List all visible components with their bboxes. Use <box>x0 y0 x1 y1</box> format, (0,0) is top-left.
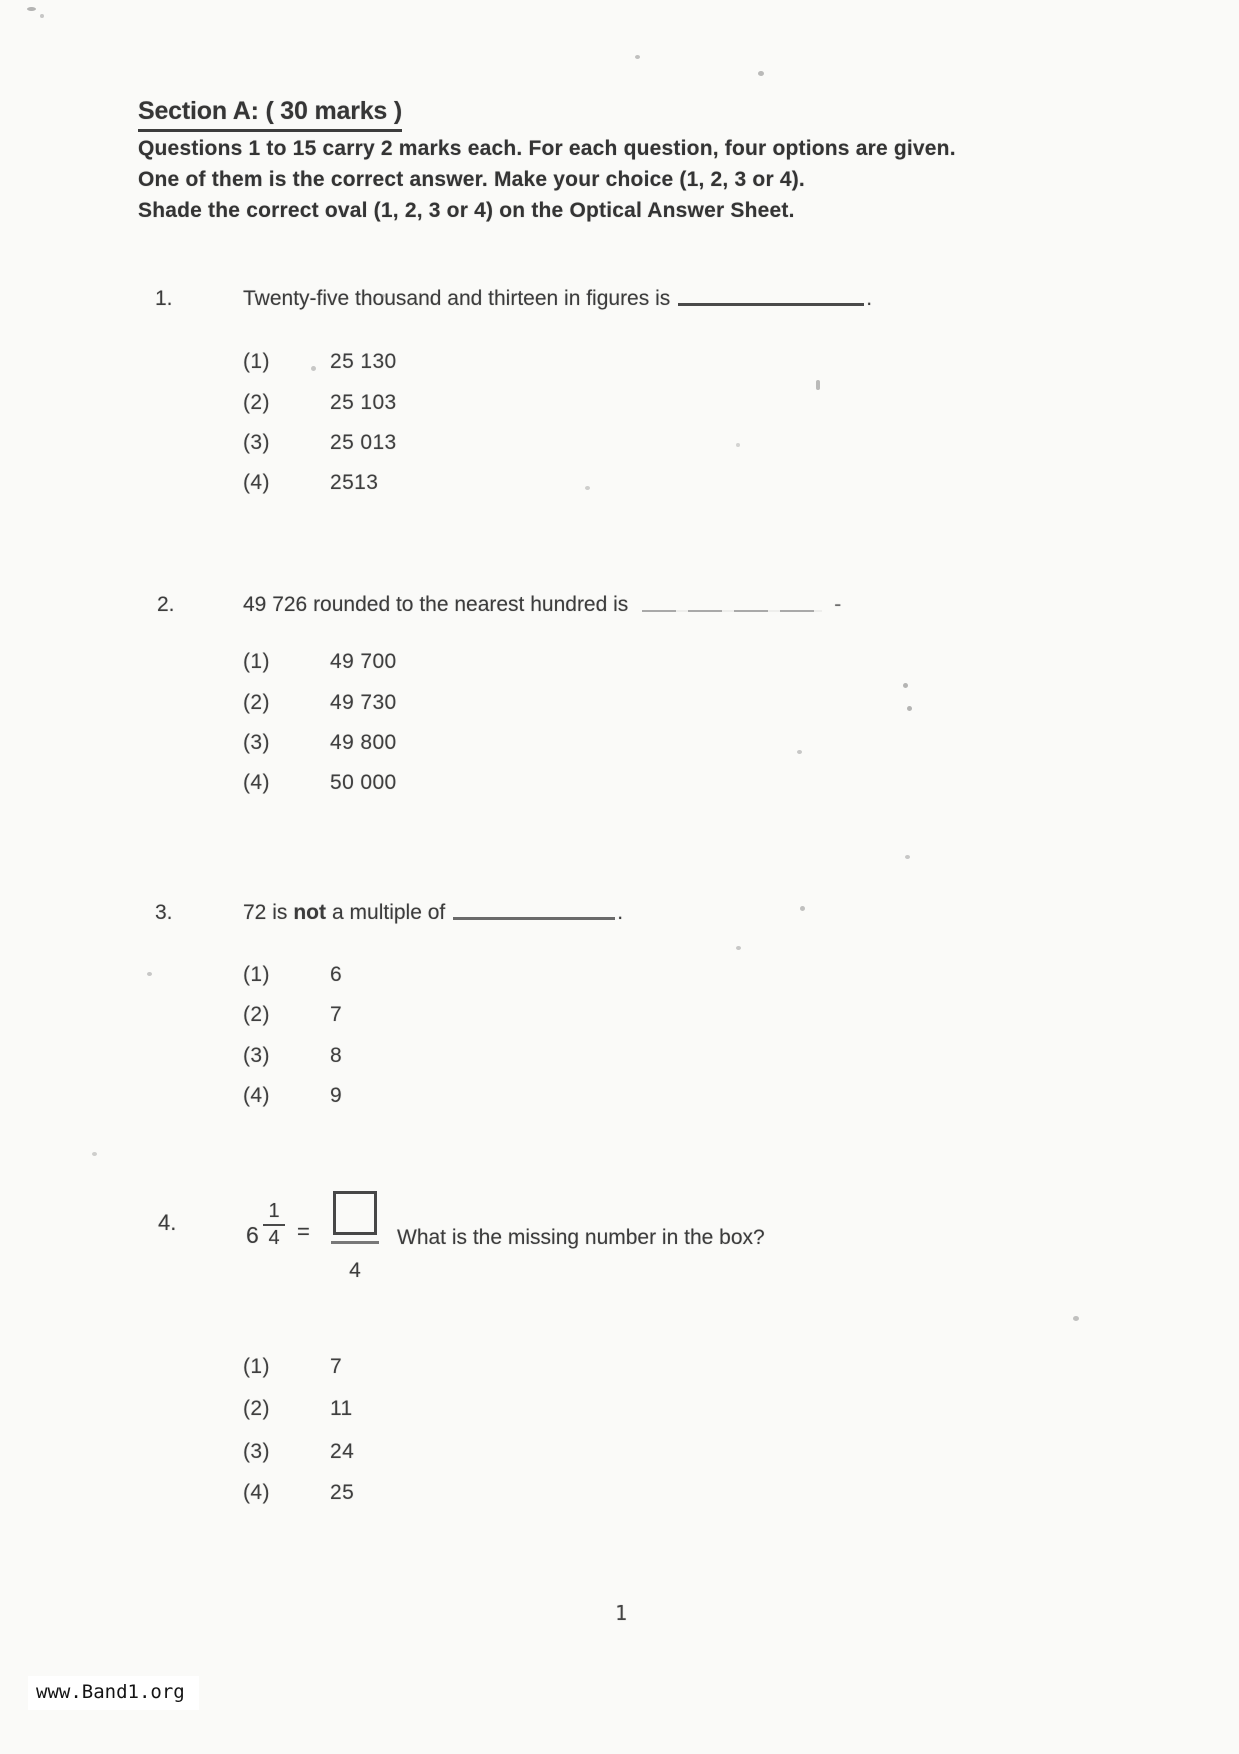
option-value: 8 <box>330 1044 343 1067</box>
q4-box-fraction <box>331 1191 379 1283</box>
option-value: 2513 <box>330 471 379 494</box>
option-value: 7 <box>330 1003 343 1026</box>
option-value: 24 <box>330 1440 355 1463</box>
question-1-text <box>243 287 872 311</box>
option-label: (2) <box>243 391 270 414</box>
page-number: 1 <box>615 1601 628 1625</box>
scan-speck <box>635 55 640 59</box>
question-2-number: 2. <box>157 593 175 616</box>
scan-speck <box>800 906 805 911</box>
question-2-stem: 49 726 rounded to the nearest hundred is <box>243 593 629 616</box>
option-label: (2) <box>243 1397 270 1420</box>
question-3-bold-word: not <box>293 901 327 924</box>
option-value: 49 700 <box>330 650 397 673</box>
scan-speck <box>92 1152 97 1156</box>
q4-option-1 <box>243 1355 342 1379</box>
option-value: 49 730 <box>330 691 397 714</box>
q2-option-2 <box>243 691 397 715</box>
watermark: www.Band1.org <box>28 1676 199 1710</box>
scan-speck <box>380 294 385 298</box>
scan-speck <box>40 14 44 18</box>
option-label: (4) <box>243 1481 270 1504</box>
blank-suffix: . <box>866 287 873 310</box>
q1-option-4 <box>243 471 378 495</box>
blank-suffix: - <box>834 593 842 616</box>
option-value: 25 013 <box>330 431 397 454</box>
q1-option-1 <box>243 350 397 374</box>
fraction-denominator: 4 <box>268 1227 280 1249</box>
q4-option-4 <box>243 1481 354 1505</box>
q1-option-3 <box>243 431 397 455</box>
question-4-text: What is the missing number in the box? <box>397 1226 765 1249</box>
scan-speck <box>147 972 152 976</box>
q4-fraction-one-quarter <box>263 1201 285 1249</box>
option-value: 49 800 <box>330 731 397 754</box>
instruction-line: One of them is the correct answer. Make your choice (1, 2, 3 or 4). <box>138 168 805 191</box>
option-label: (1) <box>243 1355 270 1378</box>
question-3-stem-end: a multiple of <box>332 901 446 924</box>
q1-option-2 <box>243 391 397 415</box>
option-label: (2) <box>243 691 270 714</box>
fraction-numerator: 1 <box>268 1200 280 1222</box>
scan-speck <box>903 683 908 688</box>
question-3-number: 3. <box>155 901 173 924</box>
option-label: (4) <box>243 771 270 794</box>
option-label: (3) <box>243 431 270 454</box>
answer-blank <box>678 303 864 306</box>
answer-blank <box>453 917 615 920</box>
scan-speck <box>736 443 740 447</box>
q3-option-2 <box>243 1003 342 1027</box>
scan-speck <box>816 380 820 390</box>
q3-option-4 <box>243 1084 342 1108</box>
option-value: 25 130 <box>330 350 397 373</box>
q2-option-4 <box>243 771 397 795</box>
option-label: (2) <box>243 1003 270 1026</box>
option-label: (3) <box>243 1440 270 1463</box>
fraction-bar <box>331 1241 379 1244</box>
question-1-stem: Twenty-five thousand and thirteen in figures is <box>243 287 671 310</box>
q3-option-1 <box>243 963 342 987</box>
instruction-line: Shade the correct oval (1, 2, 3 or 4) on the Optical Answer Sheet. <box>138 199 795 222</box>
scan-speck <box>905 855 910 859</box>
option-label: (4) <box>243 471 270 494</box>
question-4-number: 4. <box>158 1210 177 1235</box>
q3-option-3 <box>243 1044 342 1068</box>
section-instructions <box>138 133 1128 226</box>
scan-speck <box>758 71 764 76</box>
scan-speck <box>736 946 741 950</box>
scan-speck <box>1073 1316 1079 1321</box>
q4-whole-number: 6 <box>246 1222 259 1248</box>
scan-speck <box>27 7 36 11</box>
missing-number-box <box>333 1191 377 1235</box>
option-value: 9 <box>330 1084 343 1107</box>
question-3-stem-start: 72 is <box>243 901 288 924</box>
question-2-text <box>243 593 841 617</box>
scan-speck <box>311 366 316 371</box>
fraction-bar <box>263 1224 285 1226</box>
question-3-text <box>243 901 623 925</box>
option-label: (1) <box>243 350 270 373</box>
option-label: (3) <box>243 1044 270 1067</box>
option-label: (1) <box>243 963 270 986</box>
instruction-line: Questions 1 to 15 carry 2 marks each. For each question, four options are given. <box>138 137 956 160</box>
option-label: (3) <box>243 731 270 754</box>
option-value: 25 103 <box>330 391 397 414</box>
q2-option-3 <box>243 731 397 755</box>
answer-blank <box>642 610 822 612</box>
q4-option-3 <box>243 1440 354 1464</box>
option-label: (1) <box>243 650 270 673</box>
fraction-denominator: 4 <box>349 1259 361 1282</box>
option-value: 50 000 <box>330 771 397 794</box>
blank-suffix: . <box>617 901 624 924</box>
question-1-number: 1. <box>155 287 173 310</box>
q4-option-2 <box>243 1397 353 1421</box>
option-value: 7 <box>330 1355 343 1378</box>
option-label: (4) <box>243 1084 270 1107</box>
equals-sign: = <box>297 1219 310 1244</box>
scan-speck <box>797 750 802 754</box>
section-title: Section A: ( 30 marks ) <box>138 97 402 132</box>
q2-option-1 <box>243 650 397 674</box>
option-value: 25 <box>330 1481 355 1504</box>
scan-speck <box>585 486 590 490</box>
option-value: 11 <box>330 1397 353 1420</box>
option-value: 6 <box>330 963 343 986</box>
scan-speck <box>907 706 912 711</box>
